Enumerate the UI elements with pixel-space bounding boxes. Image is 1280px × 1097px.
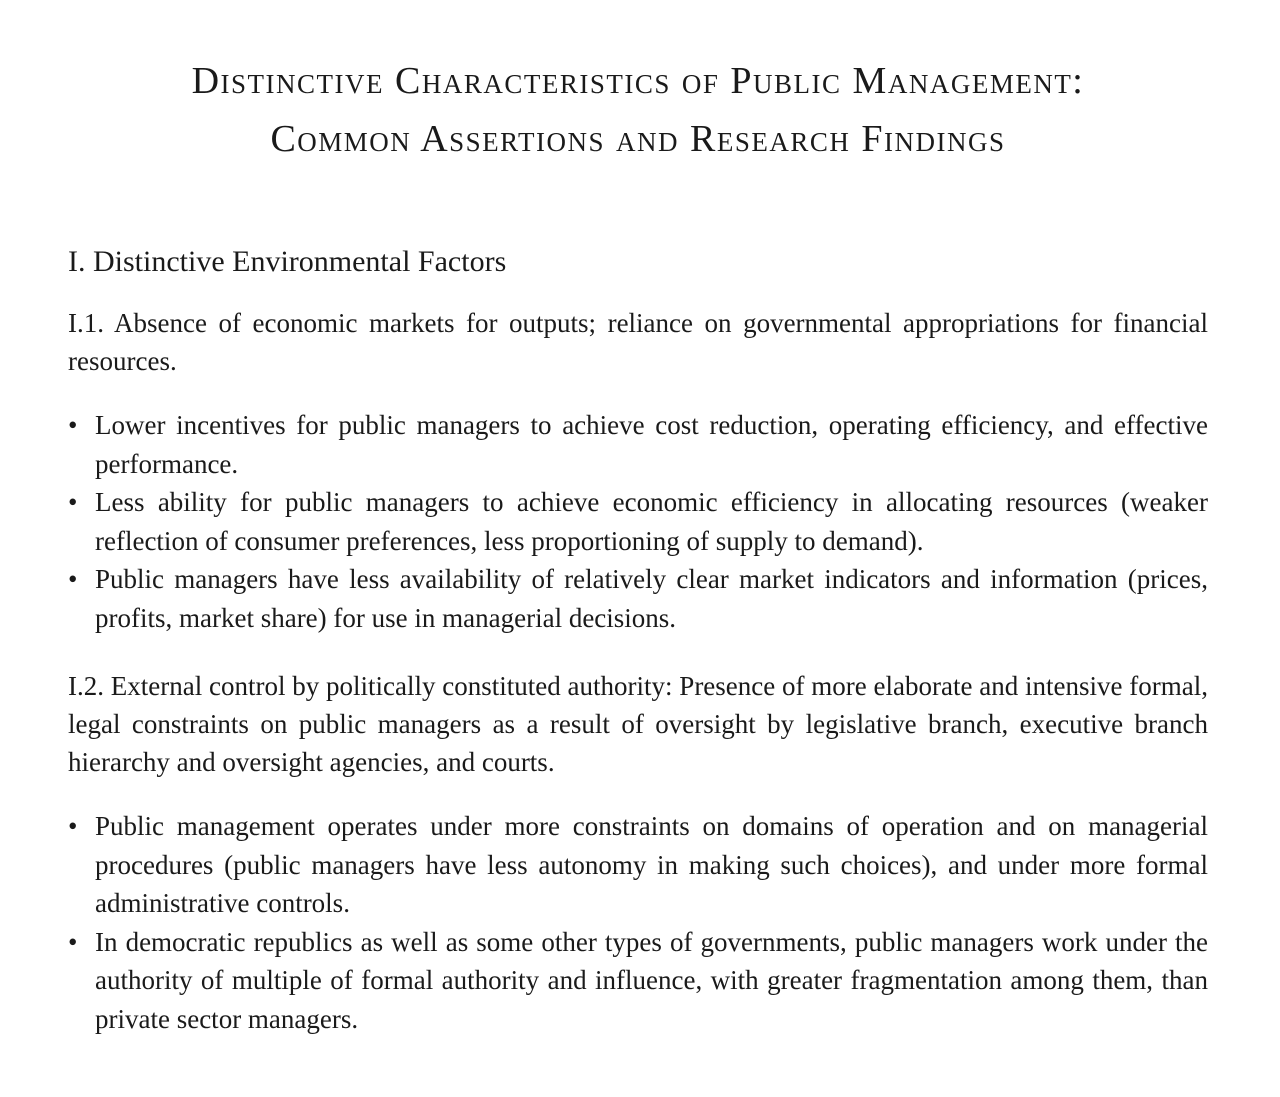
title-line-2: Common Assertions and Research Findings <box>270 118 1006 160</box>
bullet-text: In democratic republics as well as some other types of governments, public managers work under the authority of multiple of formal authority and influence, with greater fragmentation among them, than private sector managers. <box>95 926 1208 1034</box>
list-item <box>68 923 1208 1039</box>
bullet-text: Lower incentives for public managers to achieve cost reduction, operating efficiency, and effective performance. <box>95 410 1208 479</box>
title-line-1: Distinctive Characteristics of Public Management: <box>191 60 1085 102</box>
subsection-2-text: I.2. External control by politically constituted authority: Presence of more elaborate and intensive formal, legal constraints on public managers as a result of oversight by legislative branch, executive branch hierarchy and oversight agencies, and courts. <box>68 671 1208 777</box>
document-title <box>68 52 1208 168</box>
document-page <box>0 52 1280 1097</box>
bullet-text: Public managers have less availability of relatively clear market indicators and information (prices, profits, market share) for use in managerial decisions. <box>95 564 1208 633</box>
bullet-text: Public management operates under more constraints on domains of operation and on managerial procedures (public managers have less autonomy in making such choices), and under more formal administrative controls. <box>95 811 1208 918</box>
list-item <box>68 560 1208 637</box>
bullet-icon: • <box>68 410 78 440</box>
subsection-1-bullet-list <box>68 406 1208 637</box>
subsection-2-bullet-list <box>68 807 1208 1038</box>
bullet-icon: • <box>68 926 78 957</box>
list-item <box>68 406 1208 483</box>
bullet-icon: • <box>68 564 78 594</box>
subsection-1-text: I.1. Absence of economic markets for outputs; reliance on governmental appropriations for financial resources. <box>68 308 1208 376</box>
section-heading: I. Distinctive Environmental Factors <box>68 245 507 278</box>
list-item <box>68 483 1208 560</box>
bullet-text: Less ability for public managers to achieve economic efficiency in allocating resources (weaker reflection of consumer preferences, less proportioning of supply to demand). <box>95 487 1208 556</box>
list-item <box>68 807 1208 923</box>
bullet-icon: • <box>68 487 78 517</box>
bullet-icon: • <box>68 811 78 841</box>
